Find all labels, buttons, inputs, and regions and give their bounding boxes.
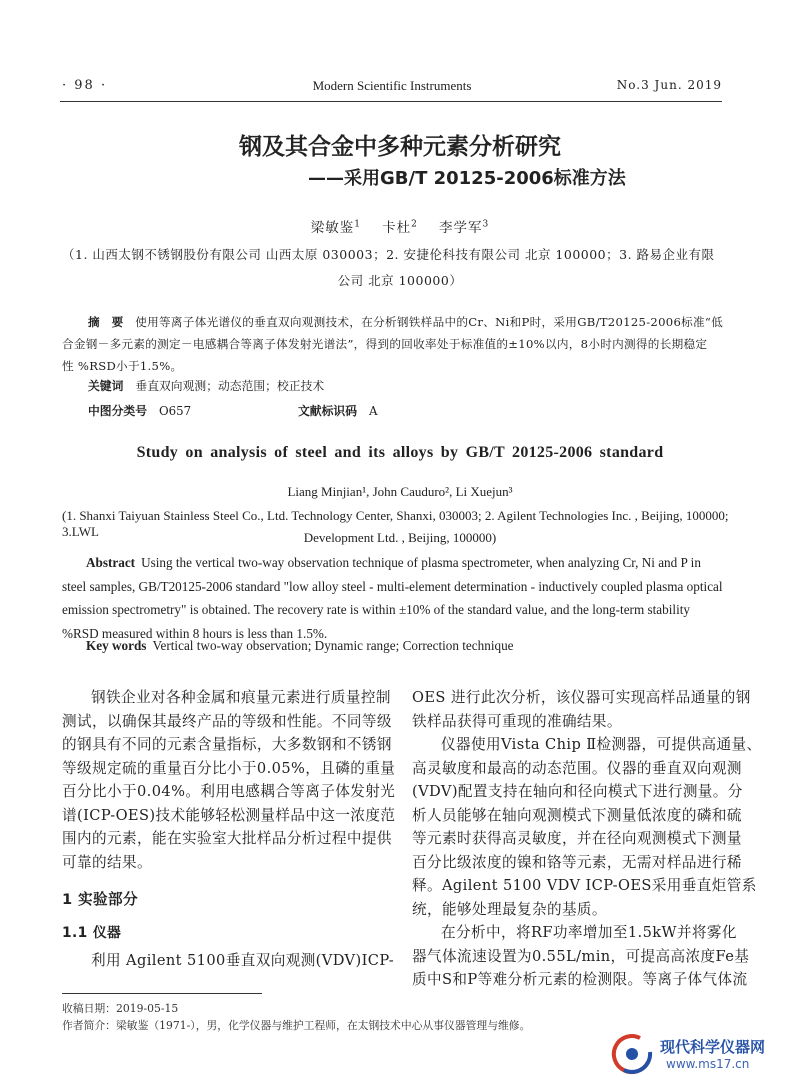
subtitle-cn: ——采用GB/T 20125-2006标准方法 [308,168,626,189]
keywords-cn-label: 关键词 [88,379,124,393]
doc-code-label: 文献标识码 [298,404,357,418]
keywords-cn [88,377,324,394]
body-line: 围内的元素，能在实验室大批样品分析过程中提供 [62,830,392,847]
body-line: 等元素时获得高灵敏度，并在径向观测模式下测量 [412,830,742,847]
abstract-en-line: emission spectrometry" is obtained. The recovery rate is within ±10% of the standard value, and the long-term stability [62,602,690,617]
abstract-en-line: %RSD measured within 8 hours is less than 1.5%. [62,625,328,641]
body-line: 钢铁企业对各种金属和痕量元素进行质量控制 [91,689,391,706]
body-line: (VDV)配置支持在轴向和径向模式下进行测量。分 [412,783,743,800]
body-line: 在分析中，将RF功率增加至1.5kW并将雾化 [441,924,737,941]
author-name: 李学军 [439,220,483,236]
running-header [62,78,722,98]
abstract-cn-line: 使用等离子体光谱仪的垂直双向观测技术，在分析钢铁样品中的Cr、Ni和P时，采用GB/T20125-2006标准“低 [135,315,724,329]
classification-value: O657 [159,404,192,418]
body-line: 析人员能够在轴向观测模式下测量低浓度的磷和硫 [412,806,742,824]
body-line: 器气体流速设置为0.55L/min，可提高高浓度Fe基 [412,947,750,965]
title-en: Study on analysis of steel and its alloys by GB/T 20125-2006 standard [136,444,664,461]
keywords-en [86,638,514,654]
issue-info: No.3 Jun. 2019 [616,78,722,92]
journal-name: Modern Scientific Instruments [312,78,472,93]
body-line: 铁样品获得可重现的准确结果。 [412,712,622,730]
body-line: 可靠的结果。 [62,853,152,871]
abstract-cn-label: 摘 要 [88,315,128,329]
body-line: 仪器使用Vista Chip Ⅱ检测器，可提供高通量、 [441,736,762,753]
author-name: 卡杜 [382,220,412,236]
footnote-rule [62,993,262,994]
keywords-en-label: Key words [86,638,147,653]
affiliation-cn-line: （1. 山西太钢不锈钢股份有限公司 山西太原 030003；2. 安捷伦科技有限公司 北京 100000；3. 路易企业有限 [62,247,715,262]
abstract-cn [62,311,740,377]
body-line: 利用 Agilent 5100垂直双向观测(VDV)ICP- [91,952,395,969]
watermark [610,1030,780,1078]
authors-cn [0,216,800,236]
classification-number [88,402,191,419]
body-line: 测试，以确保其最终产品的等级和性能。不同等级 [62,712,392,730]
watermark-logo-icon [610,1032,654,1076]
body-right-column [412,686,762,992]
body-line: 百分比级浓度的镍和铬等元素，无需对样品进行稀 [412,853,742,871]
doc-code-value: A [369,404,378,418]
body-line: 谱(ICP-OES)技术能够轻松测量样品中这一浓度范 [62,806,396,824]
document-code [298,402,378,419]
body-line: 百分比小于0.04%。利用电感耦合等离子体发射光 [62,783,396,800]
keywords-en-text: Vertical two-way observation; Dynamic range; Correction technique [152,638,514,653]
body-line: 高灵敏度和最高的动态范围。仪器的垂直双向观测 [412,759,742,777]
author-sup: 3 [482,219,490,230]
affiliation-cn-line: 公司 北京 100000） [337,273,463,288]
abstract-en-line: Using the vertical two-way observation technique of plasma spectrometer, when analyzing Cr, Ni and P in [141,555,701,570]
body-line: 等级规定硫的重量百分比小于0.05%，且磷的重量 [62,759,396,777]
body-left-column [62,686,396,973]
author-sup: 1 [354,219,361,230]
authors-en: Liang Minjian¹, John Cauduro², Li Xuejun³ [287,484,513,499]
header-rule [60,101,722,102]
keywords-cn-text: 垂直双向观测；动态范围；校正技术 [135,379,325,393]
section-heading: 1 实验部分 [62,891,139,908]
abstract-en [62,551,738,645]
abstract-en-label: Abstract [86,555,136,570]
abstract-cn-line: 合金钢－多元素的测定－电感耦合等离子体发射光谱法”，得到的回收率处于标准值的±10%以内，8小时内测得的长期稳定 [62,337,708,351]
body-line: 质中S和P等难分析元素的检测限。等离子体气体流 [412,971,748,988]
classification-label: 中图分类号 [88,404,147,418]
body-line: 的钢具有不同的元素含量指标，大多数钢和不锈钢 [62,736,392,753]
body-line: 统，能够处理最复杂的基质。 [412,900,607,918]
page-number: · 98 · [62,78,108,93]
abstract-en-line: steel samples, GB/T20125-2006 standard "low alloy steel - multi-element determination - inductively coupled plasma optical [62,578,723,594]
title-cn: 钢及其合金中多种元素分析研究 [239,134,561,160]
abstract-cn-line: 性 %RSD小于1.5%。 [62,359,183,373]
affiliation-en-line: Development Ltd. , Beijing, 100000) [303,530,497,545]
affiliation-en-line: (1. Shanxi Taiyuan Stainless Steel Co., Ltd. Technology Center, Shanxi, 030003; 2. Agilent Technologies Inc. , Beijing, 100000; 3.LWL [62,508,729,539]
author-sup: 2 [411,219,418,230]
body-line: OES 进行此次分析，该仪器可实现高样品通量的钢 [412,689,751,706]
body-line: 释。Agilent 5100 VDV ICP-OES采用垂直炬管系 [412,877,757,894]
watermark-url: www.ms17.cn [666,1057,750,1071]
subsection-heading: 1.1 仪器 [62,924,122,941]
footnote-author-bio: 作者简介：梁敏鉴（1971-），男，化学仪器与维护工程师，在太钢技术中心从事仪器管理与维修。 [62,1019,531,1032]
author-name: 梁敏鉴 [310,220,355,236]
watermark-name: 现代科学仪器网 [660,1038,766,1056]
footnote-received: 收稿日期：2019-05-15 [62,1002,179,1015]
